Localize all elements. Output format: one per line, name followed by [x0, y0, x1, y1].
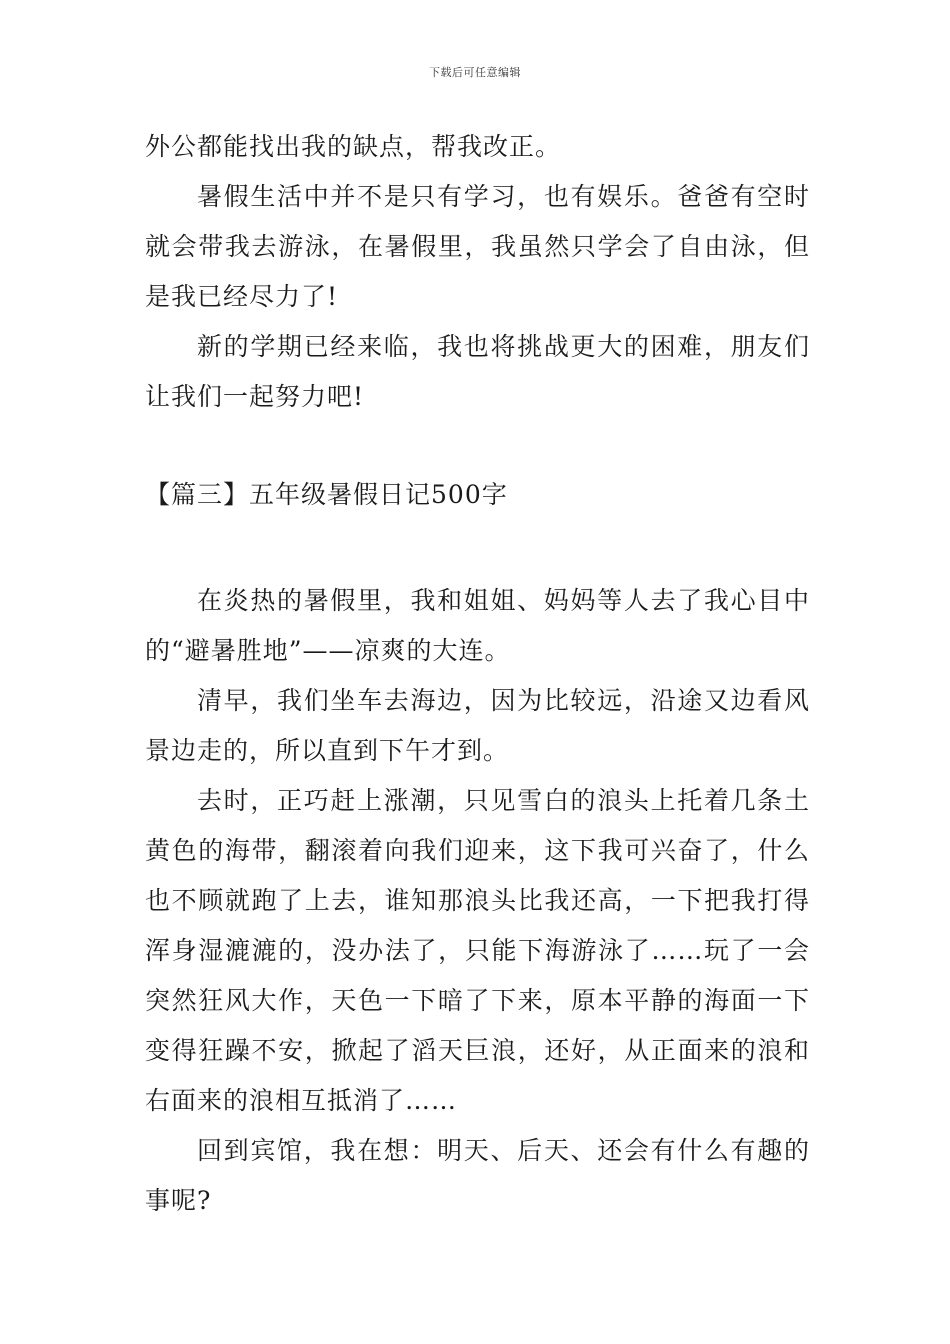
- paragraph-continuation: 外公都能找出我的缺点，帮我改正。: [145, 132, 562, 161]
- section-title: 【篇三】五年级暑假日记500字: [145, 480, 508, 509]
- spacer: [145, 520, 810, 576]
- paragraph-high-tide: 去时，正巧赶上涨潮，只见雪白的浪头上托着几条土黄色的海带，翻滚着向我们迎来，这下我可兴奋了，什么也不顾就跑了上去，谁知那浪头比我还高，一下把我打得浑身湿漉漉的，没办法了，只能下海游泳了……玩了一会突然狂风大作，天色一下暗了下来，原本平静的海面一下变得狂躁不安，掀起了滔天巨浪，还好，从正面来的浪和右面来的浪相互抵消了……: [145, 786, 810, 1115]
- paragraph-back-at-hotel: 回到宾馆，我在想：明天、后天、还会有什么有趣的事呢?: [145, 1136, 810, 1215]
- paragraph-morning-drive: 清早，我们坐车去海边，因为比较远，沿途又边看风景边走的，所以直到下午才到。: [145, 686, 810, 765]
- document-body: [145, 122, 810, 1226]
- paragraph-dalian-trip: 在炎热的暑假里，我和姐姐、妈妈等人去了我心目中的“避暑胜地”——凉爽的大连。: [145, 586, 810, 665]
- page-header-note: 下载后可任意编辑: [429, 66, 521, 79]
- paragraph-new-semester: 新的学期已经来临，我也将挑战更大的困难，朋友们让我们一起努力吧!: [145, 332, 810, 411]
- paragraph-summer-entertainment: 暑假生活中并不是只有学习，也有娱乐。爸爸有空时就会带我去游泳，在暑假里，我虽然只学会了自由泳，但是我已经尽力了!: [145, 182, 810, 311]
- spacer: [145, 422, 810, 470]
